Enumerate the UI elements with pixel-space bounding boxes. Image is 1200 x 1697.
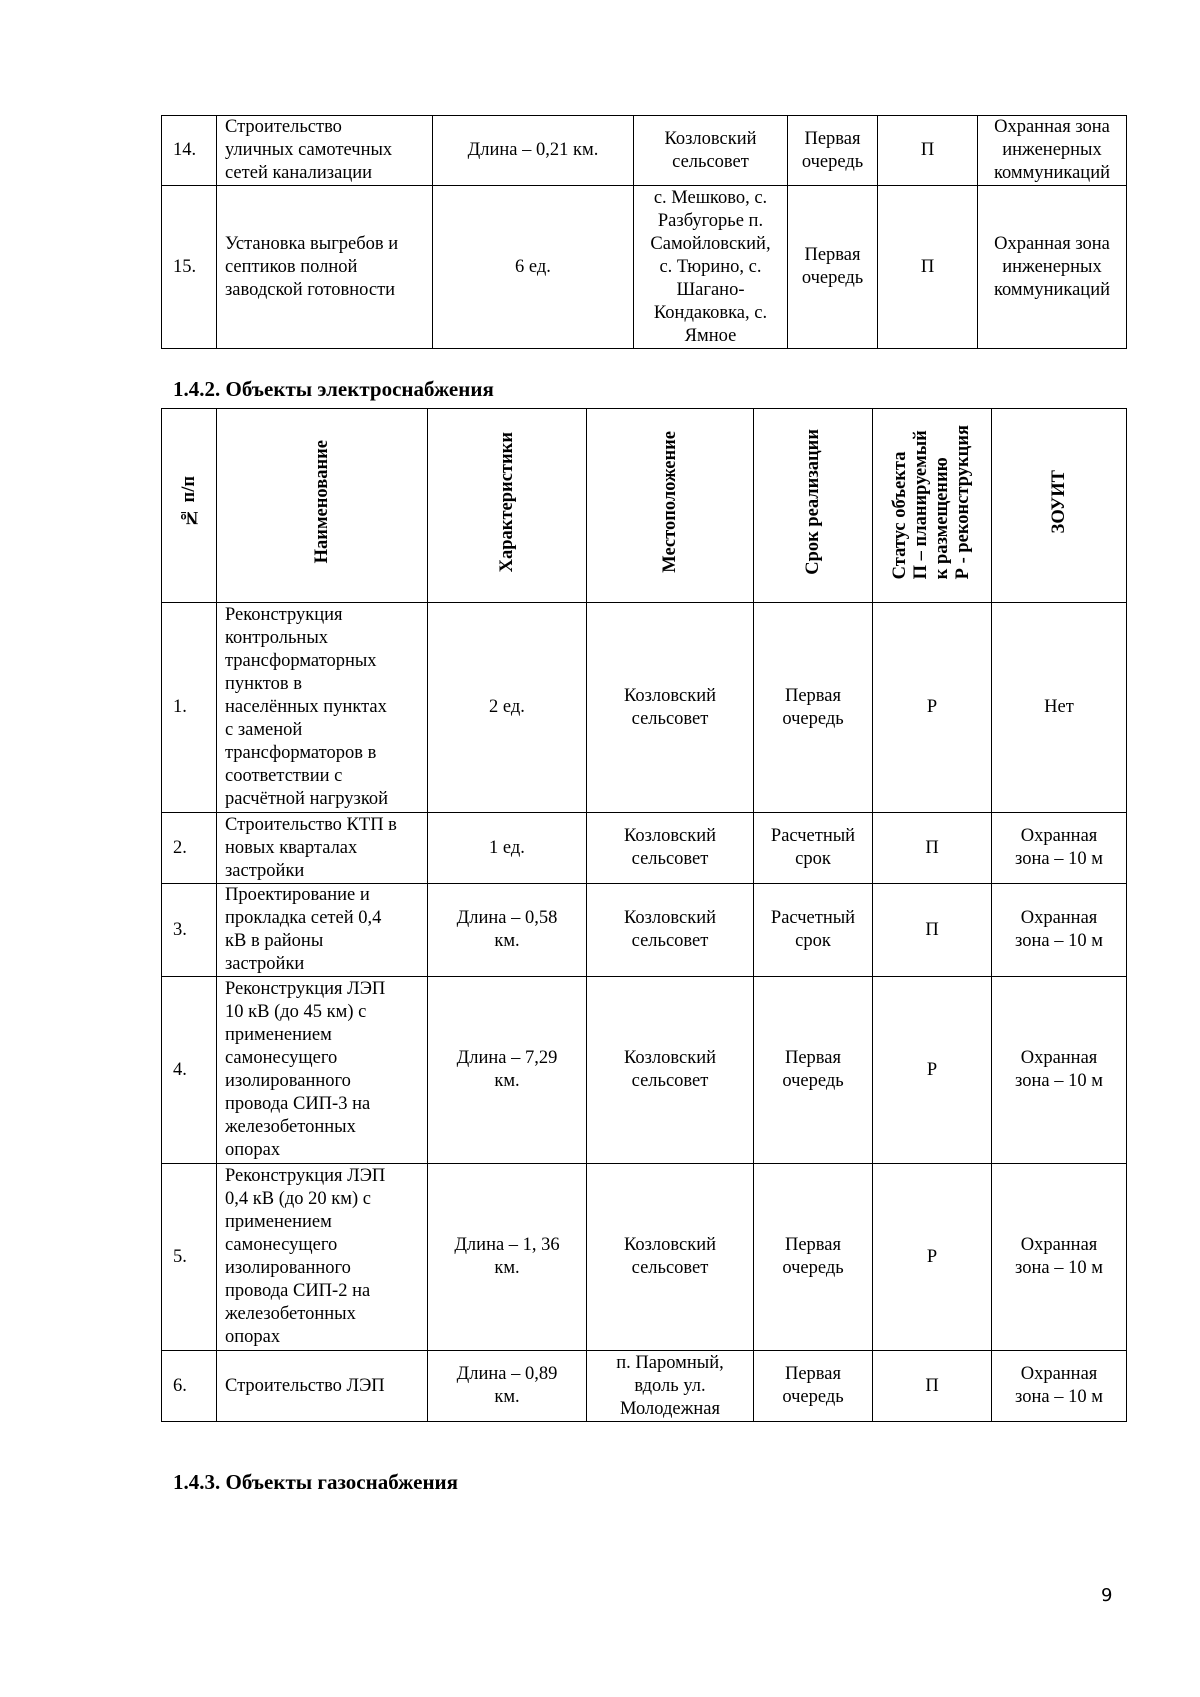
cell-zone: Охранная зона инженерных коммуникаций — [978, 186, 1127, 349]
header-characteristics: Характеристики — [428, 409, 587, 603]
cell-location: Козловский сельсовет — [634, 116, 788, 186]
cell-characteristics: Длина – 1, 36 км. — [428, 1164, 587, 1351]
cell-name: Проектирование и прокладка сетей 0,4 кВ в районы застройки — [217, 884, 428, 977]
table-header-row — [162, 409, 1127, 603]
header-zone: ЗОУИТ — [992, 409, 1127, 603]
header-status: Статус объекта П – планируемый к размещению Р - реконструкция — [873, 409, 992, 603]
cell-num: 5. — [162, 1164, 217, 1351]
cell-name: Реконструкция контрольных трансформаторных пунктов в населённых пунктах с заменой трансформаторов в соответствии с расчётной нагрузкой — [217, 603, 428, 813]
cell-name: Реконструкция ЛЭП 10 кВ (до 45 км) с применением самонесущего изолированного провода СИП-3 на железобетонных опорах — [217, 977, 428, 1164]
cell-term: Расчетный срок — [754, 884, 873, 977]
table-row — [162, 116, 1127, 186]
header-location: Местоположение — [587, 409, 754, 603]
cell-characteristics: Длина – 0,58 км. — [428, 884, 587, 977]
cell-num: 2. — [162, 813, 217, 884]
table-power-supply — [161, 408, 1127, 1422]
cell-status: Р — [873, 603, 992, 813]
cell-status: Р — [873, 1164, 992, 1351]
table-continuation — [161, 115, 1127, 349]
cell-num: 14. — [162, 116, 217, 186]
page-number: 9 — [1101, 1585, 1113, 1606]
cell-term: Первая очередь — [754, 977, 873, 1164]
table-row — [162, 1351, 1127, 1422]
cell-name: Строительство КТП в новых кварталах застройки — [217, 813, 428, 884]
cell-zone: Нет — [992, 603, 1127, 813]
table-row — [162, 1164, 1127, 1351]
cell-zone: Охранная зона инженерных коммуникаций — [978, 116, 1127, 186]
section-heading-gas: 1.4.3. Объекты газоснабжения — [173, 1470, 459, 1494]
cell-zone: Охранная зона – 10 м — [992, 977, 1127, 1164]
table-row — [162, 884, 1127, 977]
cell-location: с. Мешково, с. Разбугорье п. Самойловский, с. Тюрино, с. Шагано- Кондаковка, с. Ямное — [634, 186, 788, 349]
cell-status: П — [873, 1351, 992, 1422]
cell-status: П — [878, 186, 978, 349]
cell-term: Первая очередь — [788, 116, 878, 186]
cell-num: 15. — [162, 186, 217, 349]
cell-num: 1. — [162, 603, 217, 813]
table-row — [162, 603, 1127, 813]
cell-name: Установка выгребов и септиков полной заводской готовности — [217, 186, 433, 349]
cell-zone: Охранная зона – 10 м — [992, 813, 1127, 884]
header-num: № п/п — [162, 409, 217, 603]
cell-location: Козловский сельсовет — [587, 603, 754, 813]
header-term: Срок реализации — [754, 409, 873, 603]
cell-characteristics: 2 ед. — [428, 603, 587, 813]
cell-location: Козловский сельсовет — [587, 813, 754, 884]
cell-characteristics: Длина – 7,29 км. — [428, 977, 587, 1164]
cell-name: Строительство ЛЭП — [217, 1351, 428, 1422]
cell-status: П — [873, 813, 992, 884]
cell-location: п. Паромный, вдоль ул. Молодежная — [587, 1351, 754, 1422]
table-row — [162, 977, 1127, 1164]
cell-num: 4. — [162, 977, 217, 1164]
cell-zone: Охранная зона – 10 м — [992, 1351, 1127, 1422]
cell-characteristics: 1 ед. — [428, 813, 587, 884]
cell-status: П — [878, 116, 978, 186]
cell-term: Первая очередь — [754, 1351, 873, 1422]
cell-status: Р — [873, 977, 992, 1164]
cell-characteristics: 6 ед. — [433, 186, 634, 349]
cell-location: Козловский сельсовет — [587, 884, 754, 977]
cell-term: Расчетный срок — [754, 813, 873, 884]
table-row — [162, 186, 1127, 349]
cell-name: Строительство уличных самотечных сетей канализации — [217, 116, 433, 186]
cell-num: 3. — [162, 884, 217, 977]
cell-characteristics: Длина – 0,89 км. — [428, 1351, 587, 1422]
cell-term: Первая очередь — [754, 1164, 873, 1351]
table-row — [162, 813, 1127, 884]
cell-zone: Охранная зона – 10 м — [992, 884, 1127, 977]
cell-status: П — [873, 884, 992, 977]
cell-zone: Охранная зона – 10 м — [992, 1164, 1127, 1351]
cell-term: Первая очередь — [754, 603, 873, 813]
cell-location: Козловский сельсовет — [587, 977, 754, 1164]
cell-name: Реконструкция ЛЭП 0,4 кВ (до 20 км) с применением самонесущего изолированного провода СИП-2 на железобетонных опорах — [217, 1164, 428, 1351]
cell-location: Козловский сельсовет — [587, 1164, 754, 1351]
cell-characteristics: Длина – 0,21 км. — [433, 116, 634, 186]
header-name: Наименование — [217, 409, 428, 603]
section-heading-power: 1.4.2. Объекты электроснабжения — [173, 377, 494, 401]
cell-term: Первая очередь — [788, 186, 878, 349]
cell-num: 6. — [162, 1351, 217, 1422]
